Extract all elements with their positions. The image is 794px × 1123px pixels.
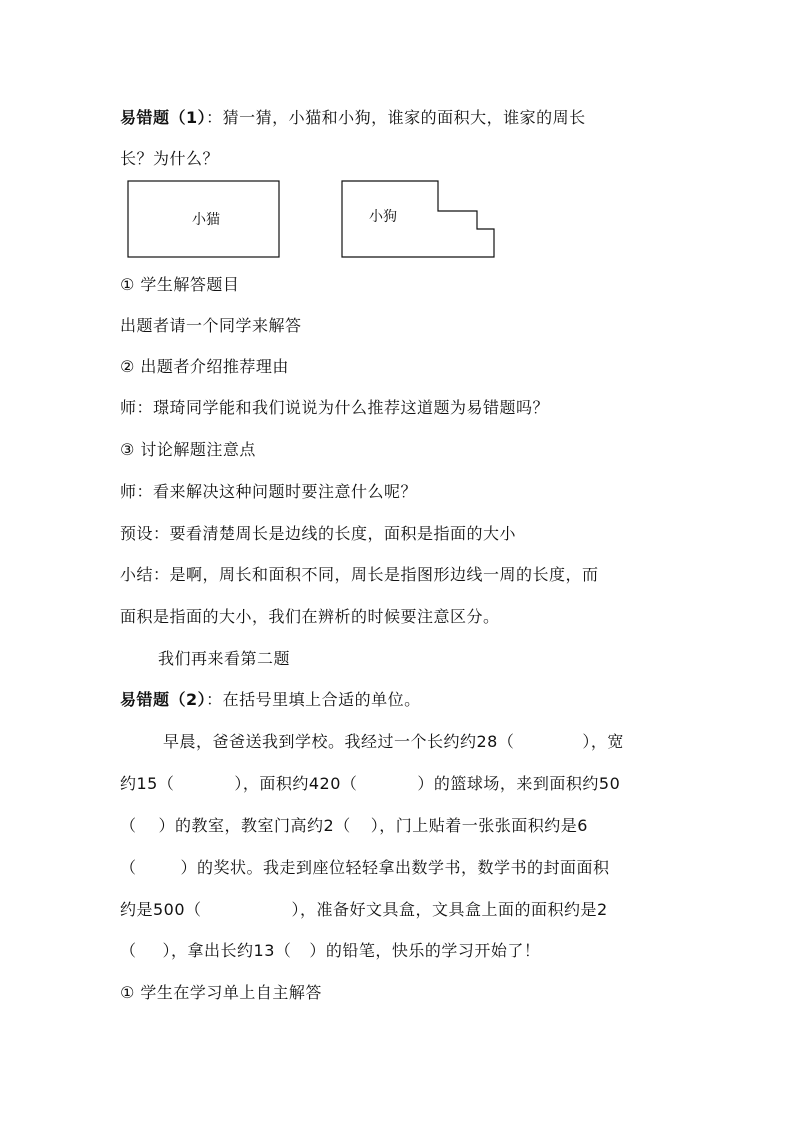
step3-note: 师：看来解决这种问题时要注意什么呢？ xyxy=(120,482,418,501)
q2-para-line3 xyxy=(120,815,588,837)
q1-prompt-line1 xyxy=(120,107,586,129)
q2-text: ），面积约420（ xyxy=(234,774,358,793)
dog-stepped-figure xyxy=(341,180,496,259)
step2-note: 师：璟琦同学能和我们说说为什么推荐这道题为易错题吗？ xyxy=(120,398,550,417)
q2-prompt xyxy=(120,689,421,711)
q2-prompt-text: ：在括号里填上合适的单位。 xyxy=(206,690,421,709)
summary-line1: 小结：是啊，周长和面积不同，周长是指图形边线一周的长度，而 xyxy=(120,565,599,584)
q2-text: ），拿出长约13（ xyxy=(162,941,292,960)
q2-text: ），准备好文具盒，文具盒上面的面积约是2 xyxy=(291,900,608,919)
q2-text: （ xyxy=(120,941,137,960)
q2-step1-heading: ① 学生在学习单上自主解答 xyxy=(120,983,322,1002)
q2-text: ），宽 xyxy=(582,732,624,751)
q1-prompt-text: ：猜一猜，小猫和小狗，谁家的面积大，谁家的周长 xyxy=(206,108,586,127)
q2-text: ）的铅笔，快乐的学习开始了！ xyxy=(309,941,541,960)
cat-label: 小猫 xyxy=(192,212,220,228)
q2-para-line2 xyxy=(120,773,620,795)
preset-answer: 预设：要看清楚周长是边线的长度，面积是指面的大小 xyxy=(120,524,517,543)
step2-heading: ② 出题者介绍推荐理由 xyxy=(120,357,289,376)
summary-line2: 面积是指面的大小，我们在辨析的时候要注意区分。 xyxy=(120,607,500,626)
q2-text: 约是500（ xyxy=(120,900,202,919)
q2-para-line4 xyxy=(120,857,610,879)
q1-title: 易错题（1） xyxy=(120,108,207,127)
q2-para-line5 xyxy=(120,899,608,921)
q2-text: ），门上贴着一张张面积约是6 xyxy=(370,816,588,835)
q2-para-line6 xyxy=(120,940,540,962)
q2-para-line1 xyxy=(163,731,624,753)
q2-title: 易错题（2） xyxy=(120,690,207,709)
q2-text: 早晨，爸爸送我到学校。我经过一个长约约28（ xyxy=(163,732,515,751)
q2-text: ）的教室，教室门高约2（ xyxy=(158,816,351,835)
step1-heading: ① 学生解答题目 xyxy=(120,275,240,294)
q2-text: 约15（ xyxy=(120,774,175,793)
q2-text: （ xyxy=(120,816,137,835)
step1-note: 出题者请一个同学来解答 xyxy=(120,316,302,335)
q2-text: （ xyxy=(120,858,137,877)
transition-text: 我们再来看第二题 xyxy=(158,649,291,668)
q2-text: ）的奖状。我走到座位轻轻拿出数学书，数学书的封面面积 xyxy=(180,858,610,877)
q1-prompt-line2: 长？为什么？ xyxy=(120,149,220,168)
dog-label: 小狗 xyxy=(369,209,397,225)
q2-text: ）的篮球场，来到面积约50 xyxy=(417,774,621,793)
step3-heading: ③ 讨论解题注意点 xyxy=(120,440,256,459)
